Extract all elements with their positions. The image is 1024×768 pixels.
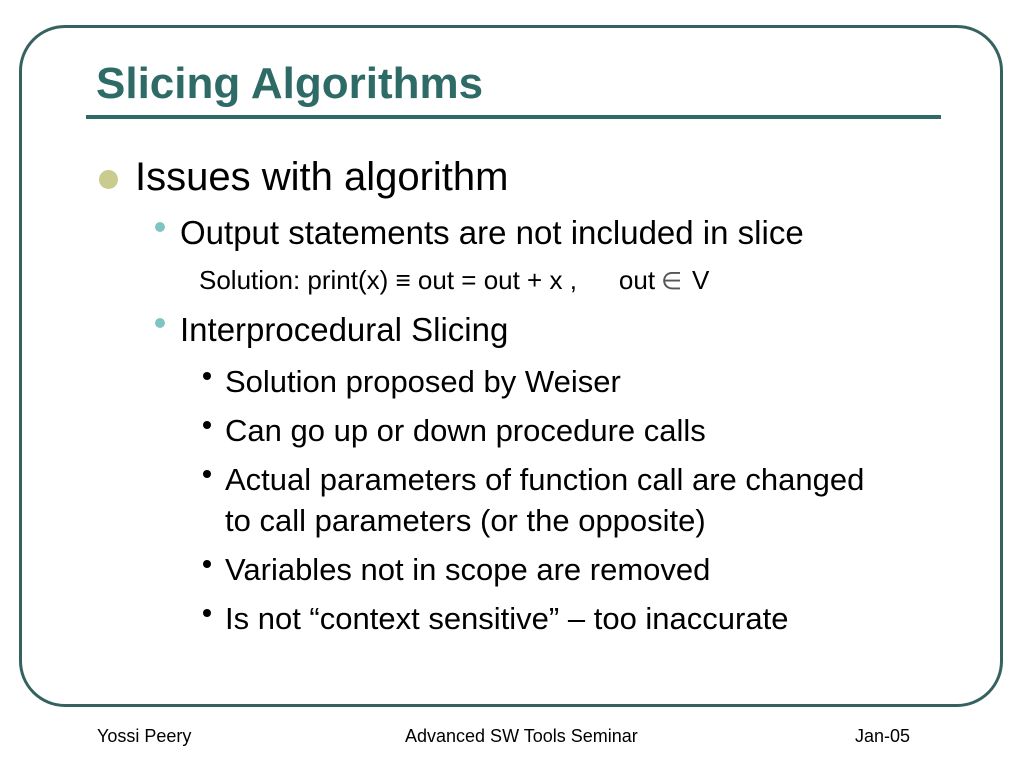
bullet-dot-icon <box>203 470 211 478</box>
slide-title: Slicing Algorithms <box>96 59 484 108</box>
point-scope: Variables not in scope are removed <box>225 552 711 587</box>
point-actual-params-cont: to call parameters (or the opposite) <box>225 503 706 538</box>
solution-text: Solution: print(x) ≡ out = out + x , <box>199 265 577 295</box>
footer-date: Jan-05 <box>855 726 911 746</box>
point-up-down: Can go up or down procedure calls <box>225 413 706 448</box>
bullet-dot-icon <box>203 560 211 568</box>
bullet-dot-icon <box>203 421 211 429</box>
point-weiser: Solution proposed by Weiser <box>225 364 621 399</box>
bullet-issues: Issues with algorithm <box>135 155 509 199</box>
bullet-dot-icon <box>203 372 211 380</box>
sub-bullet-interprocedural: Interprocedural Slicing <box>180 311 509 348</box>
title-underline <box>86 115 941 119</box>
footer-author: Yossi Peery <box>97 726 192 746</box>
solution-set: V <box>691 265 710 295</box>
bullet-dot-icon <box>203 609 211 617</box>
point-context: Is not “context sensitive” – too inaccurate <box>225 601 789 636</box>
bullet-dot-icon <box>99 170 118 189</box>
point-actual-params: Actual parameters of function call are changed <box>225 462 865 497</box>
footer-course: Advanced SW Tools Seminar <box>405 726 638 746</box>
bullet-dot-icon <box>155 318 165 328</box>
sub-bullet-output: Output statements are not included in slice <box>180 214 804 251</box>
solution-out: out <box>618 265 656 295</box>
solution-line <box>199 267 709 293</box>
element-of-icon: ∈ <box>661 267 682 295</box>
bullet-dot-icon <box>155 222 165 232</box>
